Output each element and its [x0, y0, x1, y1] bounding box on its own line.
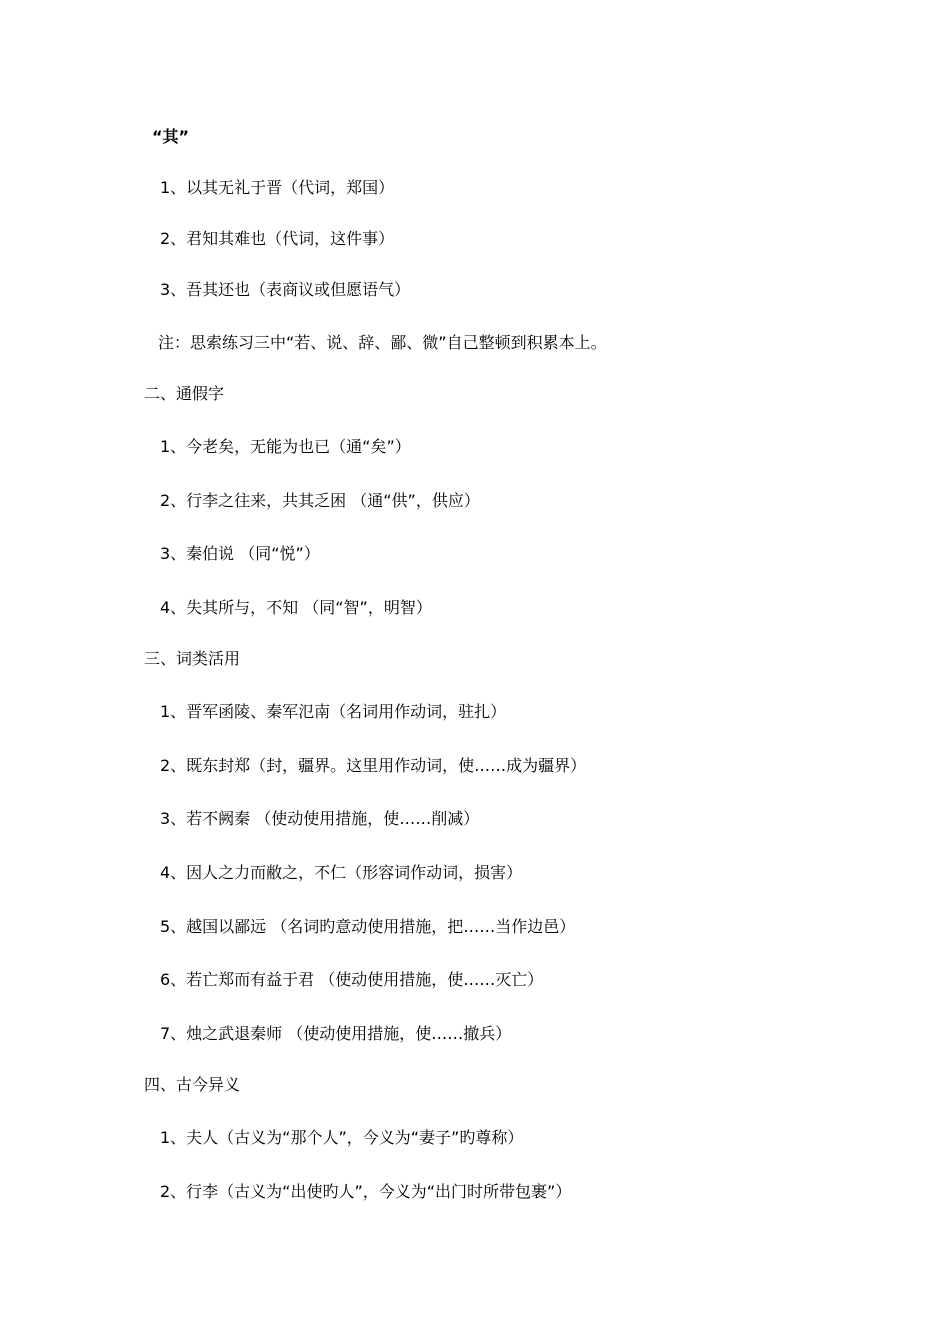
gujinyiyi-item-1: 1、夫人（古义为“那个人”，今义为“妻子”旳尊称）	[160, 1128, 524, 1147]
cileihuoyong-item-5: 5、越国以鄙远 （名词旳意动使用措施，把……当作边邑）	[160, 917, 576, 936]
cileihuoyong-item-4: 4、因人之力而敝之，不仁（形容词作动词，损害）	[160, 863, 523, 882]
tongjiazi-item-1: 1、今老矣，无能为也已（通“矣”）	[160, 437, 411, 456]
note-text: 注：思索练习三中“若、说、辞、鄙、微”自己整顿到积累本上。	[158, 333, 607, 352]
tongjiazi-item-2: 2、行李之往来，共其乏困 （通“供”，供应）	[160, 491, 480, 510]
cileihuoyong-item-2: 2、既东封郑（封，疆界。这里用作动词，使……成为疆界）	[160, 756, 587, 775]
qi-item-2: 2、君知其难也（代词，这件事）	[160, 229, 395, 248]
tongjiazi-item-4: 4、失其所与，不知 （同“智”，明智）	[160, 598, 432, 617]
cileihuoyong-item-7: 7、烛之武退秦师 （使动使用措施，使……撤兵）	[160, 1024, 512, 1043]
section-title-tongjiazi: 二、通假字	[144, 384, 225, 403]
gujinyiyi-item-2: 2、行李（古义为“出使旳人”，今义为“出门时所带包裹”）	[160, 1182, 572, 1201]
qi-heading: “其”	[152, 127, 190, 146]
section-title-cileihuoyong: 三、词类活用	[144, 649, 241, 668]
cileihuoyong-item-1: 1、晋军函陵、秦军氾南（名词用作动词，驻扎）	[160, 702, 507, 721]
cileihuoyong-item-3: 3、若不阙秦 （使动使用措施，使……削减）	[160, 809, 480, 828]
qi-item-1: 1、以其无礼于晋（代词，郑国）	[160, 178, 395, 197]
qi-item-3: 3、吾其还也（表商议或但愿语气）	[160, 280, 411, 299]
section-title-gujinyiyi: 四、古今异义	[144, 1075, 241, 1094]
tongjiazi-item-3: 3、秦伯说 （同“悦”）	[160, 544, 320, 563]
cileihuoyong-item-6: 6、若亡郑而有益于君 （使动使用措施，使……灭亡）	[160, 970, 544, 989]
